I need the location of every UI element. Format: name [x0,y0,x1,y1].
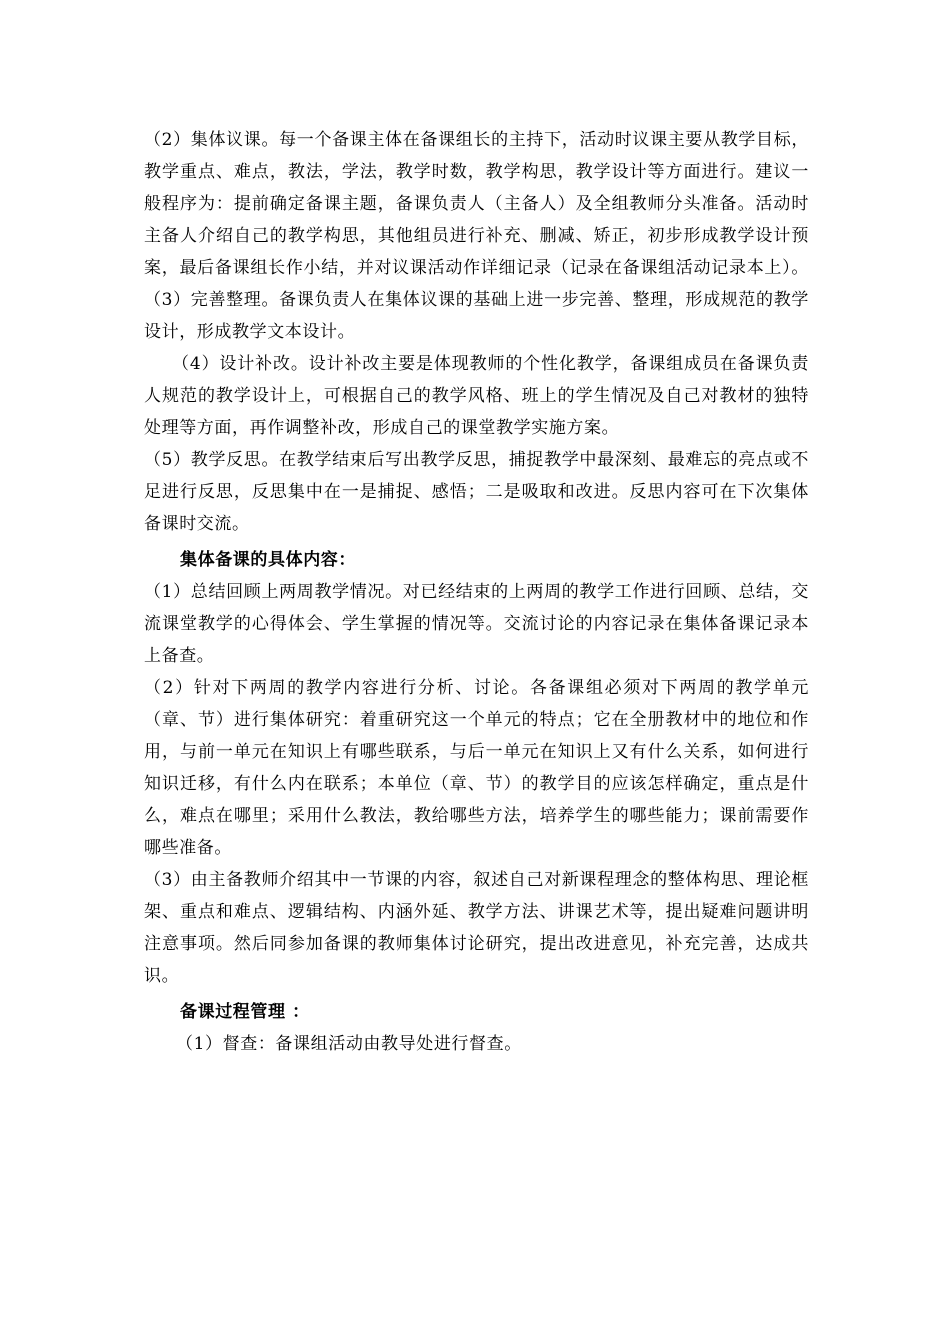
content-item-3: （3）由主备教师介绍其中一节课的内容，叙述自己对新课程理念的整体构思、理论框架、重点和难点、逻辑结构、内涵外延、教学方法、讲课艺术等，提出疑难问题讲明注意事项。然后同参加备课的教师集体讨论研究，提出改进意见，补充完善，达成共识。 [144,870,809,986]
heading-specific-content: 集体备课的具体内容： [180,550,356,570]
heading-process-management: 备课过程管理 ： [180,1002,310,1022]
document-page [144,124,809,1060]
content-item-2: （2）针对下两周的教学内容进行分析、讨论。各备课组必须对下两周的教学单元（章、节）进行集体研究：着重研究这一个单元的特点；它在全册教材中的地位和作用，与前一单元在知识上有哪些联系，与后一单元在知识上又有什么关系，如何进行知识迁移，有什么内在联系；本单位（章、节）的教学目的应该怎样确定，重点是什么，难点在哪里；采用什么教法，教给哪些方法，培养学生的哪些能力；课前需要作哪些准备。 [144,678,809,858]
management-item-1: （1）督查：备课组活动由教导处进行督查。 [176,1034,522,1054]
paragraph-collective-lesson-discussion: （2）集体议课。每一个备课主体在备课组长的主持下，活动时议课主要从教学目标，教学重点、难点，教法，学法，教学时数，教学构思，教学设计等方面进行。建议一般程序为：提前确定备课主题，备课负责人（主备人）及全组教师分头准备。活动时主备人介绍自己的教学构思，其他组员进行补充、删减、矫正，初步形成教学设计预案，最后备课组长作小结，并对议课活动作详细记录（记录在备课组活动记录本上）。（3）完善整理。备课负责人在集体议课的基础上进一步完善、整理，形成规范的教学设计，形成教学文本设计。 [144,130,809,342]
content-item-1: （1）总结回顾上两周教学情况。对已经结束的上两周的教学工作进行回顾、总结，交流课堂教学的心得体会、学生掌握的情况等。交流讨论的内容记录在集体备课记录本上备查。 [144,582,809,666]
paragraph-teaching-reflection: （5）教学反思。在教学结束后写出教学反思，捕捉教学中最深刻、最难忘的亮点或不足进行反思，反思集中在一是捕捉、感悟；二是吸取和改进。反思内容可在下次集体备课时交流。 [144,450,809,534]
paragraph-design-revision: （4）设计补改。设计补改主要是体现教师的个性化教学，备课组成员在备课负责人规范的教学设计上，可根据自己的教学风格、班上的学生情况及自己对教材的独特处理等方面，再作调整补改，形成自己的课堂教学实施方案。 [144,354,809,438]
